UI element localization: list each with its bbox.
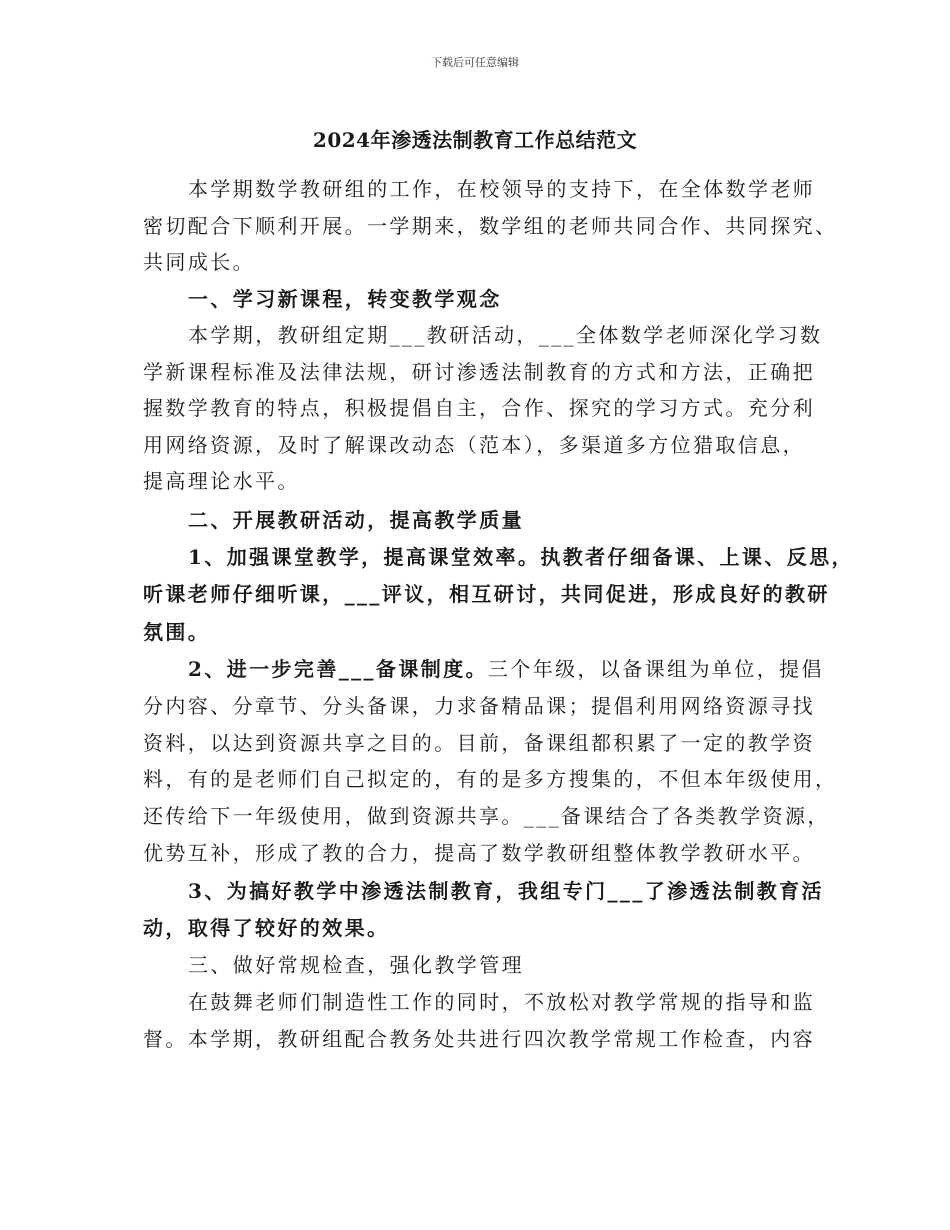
item-lead-bold: 2、进一步完善___备课制度。 — [188, 657, 488, 681]
section-heading: 一、学习新课程，转变教学观念 — [188, 287, 502, 311]
paragraph-line: 在鼓舞老师们制造性工作的同时，不放松对教学常规的指导和监 — [188, 990, 816, 1014]
paragraph-line: 分内容、分章节、分头备课，力求备精品课；提倡利用网络资源寻找 — [143, 694, 815, 718]
section-heading: 二、开展教研活动，提高教学质量 — [188, 508, 524, 532]
paragraph-line-bold: 听课老师仔细听课，___评议，相互研讨，共同促进，形成良好的教研 — [143, 582, 830, 606]
paragraph-line: 还传给下一年级使用，做到资源共享。___备课结合了各类教学资源， — [143, 804, 830, 828]
paragraph-line: 学新课程标准及法律法规，研讨渗透法制教育的方式和方法，正确把 — [143, 360, 815, 384]
paragraph-line: 督。本学期，教研组配合教务处共进行四次教学常规工作检查，内容 — [143, 1027, 815, 1051]
paragraph-line: 本学期，教研组定期___教研活动，___全体数学老师深化学习数 — [188, 323, 823, 347]
paragraph-line: 资料，以达到资源共享之目的。目前，备课组都积累了一定的教学资 — [143, 731, 815, 755]
paragraph-line: 料，有的是老师们自己拟定的，有的是多方搜集的，不但本年级使用， — [143, 767, 838, 791]
paragraph-line-bold: 1、加强课堂教学，提高课堂效率。执教者仔细备课、上课、反思， — [188, 545, 854, 569]
header-note: 下载后可任意编辑 — [431, 56, 519, 69]
document-title: 2024年渗透法制教育工作总结范文 — [312, 128, 638, 152]
paragraph-line: 提高理论水平。 — [143, 469, 300, 493]
paragraph-line — [188, 656, 824, 682]
paragraph-line: 密切配合下顺利开展。一学期来，数学组的老师共同合作、共同探究、 — [143, 214, 838, 238]
paragraph-line: 用网络资源，及时了解课改动态（范本），多渠道多方位猎取信息， — [143, 433, 805, 457]
paragraph-line: 共同成长。 — [143, 250, 255, 274]
paragraph-line-bold: 3、为搞好教学中渗透法制教育，我组专门___了渗透法制教育活 — [188, 879, 824, 903]
item-lead-rest: 三个年级，以备课组为单位，提倡 — [487, 657, 824, 681]
paragraph-line: 本学期数学教研组的工作，在校领导的支持下，在全体数学老师 — [188, 177, 816, 201]
paragraph-line-bold: 动，取得了较好的效果。 — [143, 916, 390, 940]
paragraph-line: 握数学教育的特点，积极提倡自主，合作、探究的学习方式。充分利 — [143, 396, 815, 420]
paragraph-line: 优势互补，形成了教的合力，提高了数学教研组整体教学教研水平。 — [143, 841, 815, 865]
paragraph-line-bold: 氛围。 — [143, 620, 211, 644]
section-heading: 三、做好常规检查，强化教学管理 — [188, 953, 524, 977]
